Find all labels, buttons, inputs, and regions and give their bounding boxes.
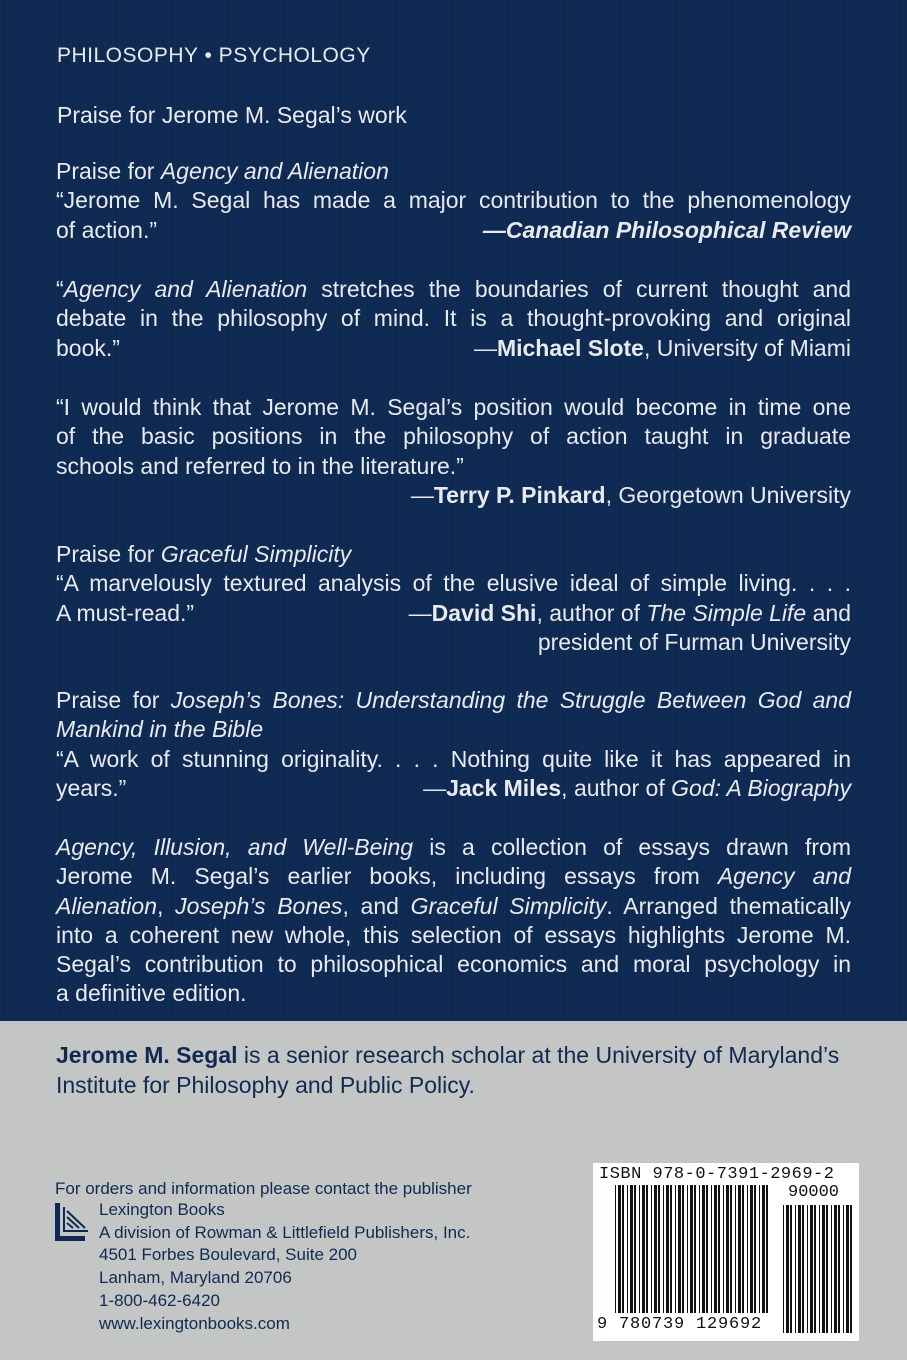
description-text: is a collection of essays drawn from — [413, 834, 851, 860]
description-text: a definitive edition. — [56, 980, 247, 1007]
category-label: PHILOSOPHY • PSYCHOLOGY — [57, 44, 371, 67]
quote-line: “I would think that Jerome M. Segal’s position would become in time one — [56, 394, 851, 420]
barcode-bar — [666, 1185, 669, 1313]
barcode-bar — [738, 1185, 741, 1313]
barcode-bar — [723, 1185, 724, 1313]
description-text: . Arranged thematically — [606, 892, 852, 919]
barcode-bar — [639, 1185, 640, 1313]
quote-author: Jack Miles — [446, 774, 562, 801]
barcode-bar — [831, 1205, 832, 1333]
description-text: Segal’s contribution to philosophical economics and moral psychology in — [56, 951, 851, 978]
price-addon-digits: 90000 — [788, 1183, 840, 1202]
barcode-bar — [838, 1205, 840, 1333]
publisher-address — [99, 1199, 470, 1335]
barcode-bar — [814, 1205, 816, 1333]
praise-block-4 — [56, 540, 851, 657]
dash: — — [423, 774, 447, 801]
barcode-bar — [826, 1205, 828, 1333]
isbn-label: ISBN 978-0-7391-2969-2 — [599, 1165, 835, 1184]
barcode-bar — [634, 1185, 636, 1313]
barcode-bar — [694, 1185, 696, 1313]
quote-author: David Shi — [431, 599, 537, 626]
barcode-bar — [742, 1185, 744, 1313]
lexington-books-logo-icon — [55, 1203, 89, 1241]
author-work-title: The Simple Life — [646, 599, 807, 626]
quote-affiliation: , University of Miami — [643, 334, 851, 361]
book-title: Mankind in the Bible — [56, 716, 264, 743]
author-work-title: God: A Biography — [671, 774, 851, 801]
quote-author: Michael Slote — [496, 334, 644, 361]
barcode-bar — [790, 1205, 792, 1333]
author-bio — [56, 1041, 851, 1100]
praise-prefix: Praise for — [56, 541, 161, 567]
barcode-bar — [622, 1185, 624, 1313]
barcode-bar — [810, 1205, 813, 1333]
barcode-bar — [807, 1205, 808, 1333]
dash: — — [408, 599, 432, 626]
description-text: , and — [342, 892, 411, 919]
book-title: Joseph’s Bones — [175, 892, 343, 919]
book-title: Agency and — [717, 863, 851, 890]
barcode-bar — [706, 1185, 708, 1313]
publisher-city: Lanham, Maryland 20706 — [99, 1268, 292, 1288]
barcode-bar — [843, 1205, 844, 1333]
quote-affiliation: , author of — [536, 599, 647, 626]
barcode-bar — [730, 1185, 732, 1313]
contact-heading: For orders and information please contact the publisher — [55, 1179, 472, 1198]
barcode-bar — [646, 1185, 648, 1313]
quote-author: Terry P. Pinkard — [433, 481, 606, 508]
barcode-bar — [642, 1185, 645, 1313]
barcode-bar — [711, 1185, 712, 1313]
barcode-bar — [747, 1185, 748, 1313]
author-name: Jerome M. Segal — [56, 1042, 238, 1068]
barcode-bar — [846, 1205, 849, 1333]
praise-prefix: Praise for — [56, 158, 161, 184]
barcode-bar — [819, 1205, 820, 1333]
quote-line: stretches the boundaries of current thought and — [307, 276, 851, 302]
description-text: Jerome M. Segal’s earlier books, including essays from — [56, 863, 718, 890]
publisher-phone: 1-800-462-6420 — [99, 1290, 220, 1310]
barcode-bar — [690, 1185, 693, 1313]
publisher-division: A division of Rowman & Littlefield Publishers, Inc. — [99, 1222, 471, 1242]
barcode-bar — [618, 1185, 621, 1313]
barcode-bar — [658, 1185, 660, 1313]
praise-heading: Praise for Jerome M. Segal’s work — [57, 102, 407, 128]
praise-block-2 — [56, 275, 851, 363]
quote-line: of the basic positions in the philosophy of action taught in graduate — [56, 423, 851, 450]
barcode-bar — [702, 1185, 705, 1313]
barcode-bar — [822, 1205, 825, 1333]
praise-block-3 — [56, 393, 851, 510]
conjunction: and — [806, 599, 851, 626]
quote-line: book.” — [56, 334, 120, 361]
quote-line: “A work of stunning originality. . . . Nothing quite like it has appeared in — [56, 745, 851, 772]
description-text: , — [157, 892, 176, 919]
barcode-bar — [682, 1185, 684, 1313]
quote-line: of action.” — [56, 216, 157, 243]
barcode-bar — [699, 1185, 700, 1313]
barcode-bar — [678, 1185, 681, 1313]
barcode-bar — [714, 1185, 717, 1313]
barcode-bar — [759, 1185, 760, 1313]
book-title: Agency, Illusion, and Well-Being — [56, 834, 414, 860]
barcode-bar — [675, 1185, 676, 1313]
praise-prefix: Praise for — [56, 687, 171, 713]
dash: — — [410, 481, 434, 508]
barcode-bar — [630, 1185, 633, 1313]
barcode-bar — [670, 1185, 672, 1313]
quote-line: “Jerome M. Segal has made a major contribution to the phenomenology — [56, 187, 851, 214]
description-text: into a coherent new whole, this selection of essays highlights Jerome M. — [56, 921, 851, 948]
book-title: Alienation — [56, 892, 158, 919]
quote-source: —Canadian Philosophical Review — [482, 216, 851, 243]
book-title: Agency and Alienation — [160, 158, 389, 184]
ean-digits: 9 780739 129692 — [597, 1315, 763, 1334]
open-quote: “ — [56, 276, 64, 302]
praise-block-5 — [56, 686, 851, 803]
isbn-barcode — [593, 1163, 859, 1341]
quote-affiliation: , author of — [561, 774, 672, 801]
quote-affiliation: president of Furman University — [537, 628, 851, 655]
book-description — [56, 833, 851, 1009]
barcode-bar — [726, 1185, 729, 1313]
barcode-bar — [718, 1185, 720, 1313]
quote-line: years.” — [56, 774, 127, 801]
quote-line: schools and referred to in the literature.” — [56, 452, 464, 479]
quote-line: A must-read.” — [56, 599, 195, 626]
barcode-bar — [735, 1185, 736, 1313]
barcode-bar — [783, 1205, 784, 1333]
barcode-bar — [651, 1185, 652, 1313]
bio-text: is a senior research scholar at the University of Maryland’s — [237, 1042, 840, 1068]
quote-affiliation: , Georgetown University — [605, 481, 851, 508]
barcode-bar — [766, 1185, 768, 1313]
dash: — — [473, 334, 497, 361]
barcode-bar — [786, 1205, 789, 1333]
publisher-street: 4501 Forbes Boulevard, Suite 200 — [99, 1245, 358, 1265]
barcode-bar — [850, 1205, 852, 1333]
barcode-bar — [687, 1185, 688, 1313]
barcode-bar — [798, 1205, 801, 1333]
quote-line: “A marvelously textured analysis of the elusive ideal of simple living. . . . — [56, 570, 851, 597]
book-title: Joseph’s Bones: Understanding the Struggle Between God and — [170, 687, 851, 713]
bio-text: Institute for Philosophy and Public Policy. — [56, 1071, 475, 1098]
barcode-bar — [750, 1185, 753, 1313]
praise-block-1 — [56, 157, 851, 245]
quote-line: debate in the philosophy of mind. It is a thought-provoking and original — [56, 305, 851, 332]
barcode-bar — [654, 1185, 657, 1313]
barcode-bar — [802, 1205, 804, 1333]
book-title: Graceful Simplicity — [160, 541, 352, 567]
barcode-bar — [795, 1205, 796, 1333]
book-title: Agency and Alienation — [63, 276, 308, 302]
publisher-name: Lexington Books — [99, 1200, 225, 1219]
book-title: Graceful Simplicity — [410, 892, 607, 919]
barcode-bar — [834, 1205, 837, 1333]
barcode-bar — [762, 1185, 765, 1313]
barcode-bar — [663, 1185, 664, 1313]
barcode-bar — [754, 1185, 756, 1313]
publisher-website: www.lexingtonbooks.com — [99, 1313, 290, 1333]
barcode-bar — [627, 1185, 628, 1313]
barcode-bar — [615, 1185, 616, 1313]
